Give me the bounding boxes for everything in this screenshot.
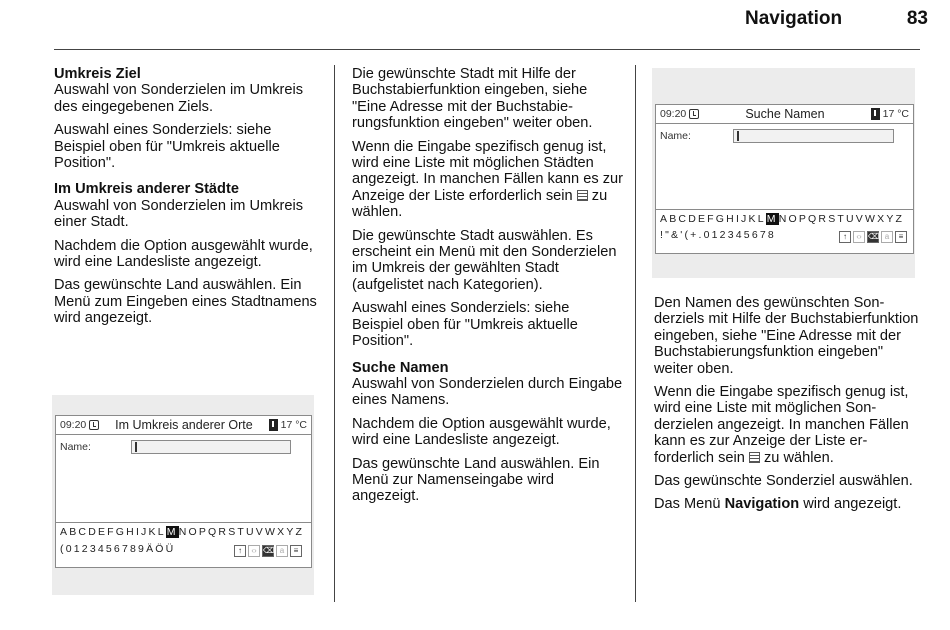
- text-cursor: [135, 442, 137, 452]
- paragraph: Auswahl eines Sonderziels: siehe Beispiel oben für "Umkreis aktuelle Position".: [54, 122, 280, 172]
- paragraph-text: zu wählen.: [352, 187, 608, 221]
- column-3: [654, 295, 920, 520]
- backspace-icon[interactable]: ⌫: [263, 546, 275, 555]
- name-label: Name:: [660, 130, 691, 142]
- paragraph: Auswahl von Sonderzielen durch Eingabe eines Namens.: [352, 375, 623, 409]
- case-toggle-icon[interactable]: a: [276, 545, 288, 557]
- display-screen: [655, 104, 914, 254]
- symbol-row[interactable]: !"&'(+.012345678: [660, 229, 776, 241]
- screen-title: Suche Namen: [745, 107, 825, 121]
- cursor-move-icon[interactable]: ‹›: [853, 231, 865, 243]
- heading-umkreis-ziel: Umkreis Ziel: [54, 66, 141, 82]
- menu-name-navigation: Navigation: [724, 496, 800, 513]
- paragraph-text: zu wählen.: [763, 449, 834, 466]
- letters: NOPQRSTUVWXYZ: [178, 526, 305, 538]
- heading-suche-namen: Suche Namen: [352, 359, 449, 376]
- temperature: 17 °C: [280, 419, 307, 431]
- name-input[interactable]: [131, 440, 291, 454]
- thermometer-icon: [871, 108, 880, 120]
- paragraph: Nachdem die Option ausgewählt wurde, wird eine Landesliste angezeigt.: [54, 237, 313, 271]
- paragraph: Den Namen des gewünschten Sonderziels mit Hilfe der Buchstabierfunktion eingeben, siehe "Eine Adresse mit der Buchstabierungsfunktion eingeben" weiter oben.: [654, 295, 919, 377]
- paragraph: Nachdem die Option ausgewählt wurde, wird eine Landesliste angezeigt.: [352, 415, 611, 449]
- list-icon[interactable]: ≡: [895, 231, 907, 243]
- backspace-icon[interactable]: ⌫: [868, 232, 880, 241]
- page-number: 83: [906, 8, 928, 29]
- column-divider-2: [635, 65, 636, 602]
- screenshot-suche-namen: [652, 68, 915, 278]
- selected-letter[interactable]: M: [766, 213, 778, 225]
- clock-icon: [689, 109, 699, 119]
- paragraph: Die gewünschte Stadt auswählen. Es erscheint ein Menü mit den Sonderzielen im Umkreis der gewählten Stadt (aufgelistet nach Kategorien).: [352, 227, 617, 293]
- paragraph-text: wird angezeigt.: [803, 496, 902, 513]
- digit-row[interactable]: (0123456789ÄÖÜ: [60, 543, 176, 555]
- column-2: [352, 66, 624, 512]
- column-divider-1: [334, 65, 335, 602]
- running-header-title: Navigation: [745, 8, 843, 29]
- thermometer-icon: [269, 419, 278, 431]
- header-divider: [54, 49, 920, 50]
- name-label: Name:: [60, 441, 91, 453]
- heading-umkreis-anderer-staedte: Im Umkreis anderer Städte: [54, 181, 239, 198]
- paragraph-text: Das Menü: [654, 496, 721, 513]
- name-input[interactable]: [733, 129, 894, 143]
- menu-list-icon: [577, 190, 588, 201]
- list-icon[interactable]: ≡: [290, 545, 302, 557]
- paragraph: Die gewünschte Stadt mit Hilfe der Buchstabierfunktion eingeben, siehe "Eine Adresse mit der Buchstabierungsfunktion eingeben" weiter oben.: [352, 66, 593, 132]
- paragraph: [654, 496, 920, 512]
- paragraph: Das gewünschte Sonderziel auswählen.: [654, 473, 913, 490]
- menu-list-icon: [749, 452, 760, 463]
- display-screen: [55, 415, 312, 568]
- paragraph: Auswahl von Sonderzielen im Umkreis einer Stadt.: [54, 197, 304, 231]
- keyboard-controls: [839, 231, 907, 243]
- text-cursor: [737, 131, 739, 141]
- paragraph-text: Wenn die Eingabe spezifisch genug ist, wird eine Liste mit möglichen Sonderzielen angezeigt. In manchen Fällen kann es zur Anzeige der Liste erforderlich sein: [654, 384, 909, 466]
- status-bar: [56, 416, 311, 435]
- letter-row[interactable]: [60, 526, 304, 538]
- paragraph: Auswahl eines Sonderziels: siehe Beispiel oben für "Umkreis aktuelle Position".: [352, 300, 578, 350]
- clock-icon: [89, 420, 99, 430]
- letters: ABCDEFGHIJKL: [60, 526, 166, 538]
- temperature: 17 °C: [882, 108, 909, 120]
- paragraph: [654, 384, 920, 466]
- paragraph: Auswahl von Sonderzielen im Umkreis des eingegebenen Ziels.: [54, 82, 304, 115]
- letter-row[interactable]: [660, 213, 904, 225]
- status-bar: [656, 105, 913, 124]
- cursor-move-icon[interactable]: ‹›: [248, 545, 260, 557]
- keyboard-controls: [234, 545, 302, 557]
- case-toggle-icon[interactable]: a: [881, 231, 893, 243]
- paragraph: Das gewünschte Land auswählen. Ein Menü zur Namenseingabe wird angezeigt.: [352, 455, 600, 505]
- selected-letter[interactable]: M: [166, 526, 178, 538]
- clock-time: 09:20: [60, 419, 87, 431]
- paragraph: [352, 139, 624, 221]
- letters: NOPQRSTUVWXYZ: [778, 213, 905, 225]
- shift-icon[interactable]: ↑: [234, 545, 246, 557]
- letters: ABCDEFGHIJKL: [660, 213, 766, 225]
- shift-icon[interactable]: ↑: [839, 231, 851, 243]
- screen-title: Im Umkreis anderer Orte: [115, 418, 253, 432]
- paragraph: Das gewünschte Land auswählen. Ein Menü zum Eingeben eines Stadtnamens wird angezeigt.: [54, 277, 317, 327]
- clock-time: 09:20: [660, 108, 687, 120]
- screenshot-umkreis-anderer-orte: [52, 395, 314, 595]
- keyboard-separator: [656, 209, 913, 210]
- keyboard-separator: [56, 522, 311, 523]
- column-1: [54, 66, 319, 334]
- paragraph-text: Wenn die Eingabe spezifisch genug ist, wird eine Liste mit möglichen Städten angezeigt. In manchen Fällen kann es zur Anzeige der Liste erforderlich sein: [352, 138, 623, 204]
